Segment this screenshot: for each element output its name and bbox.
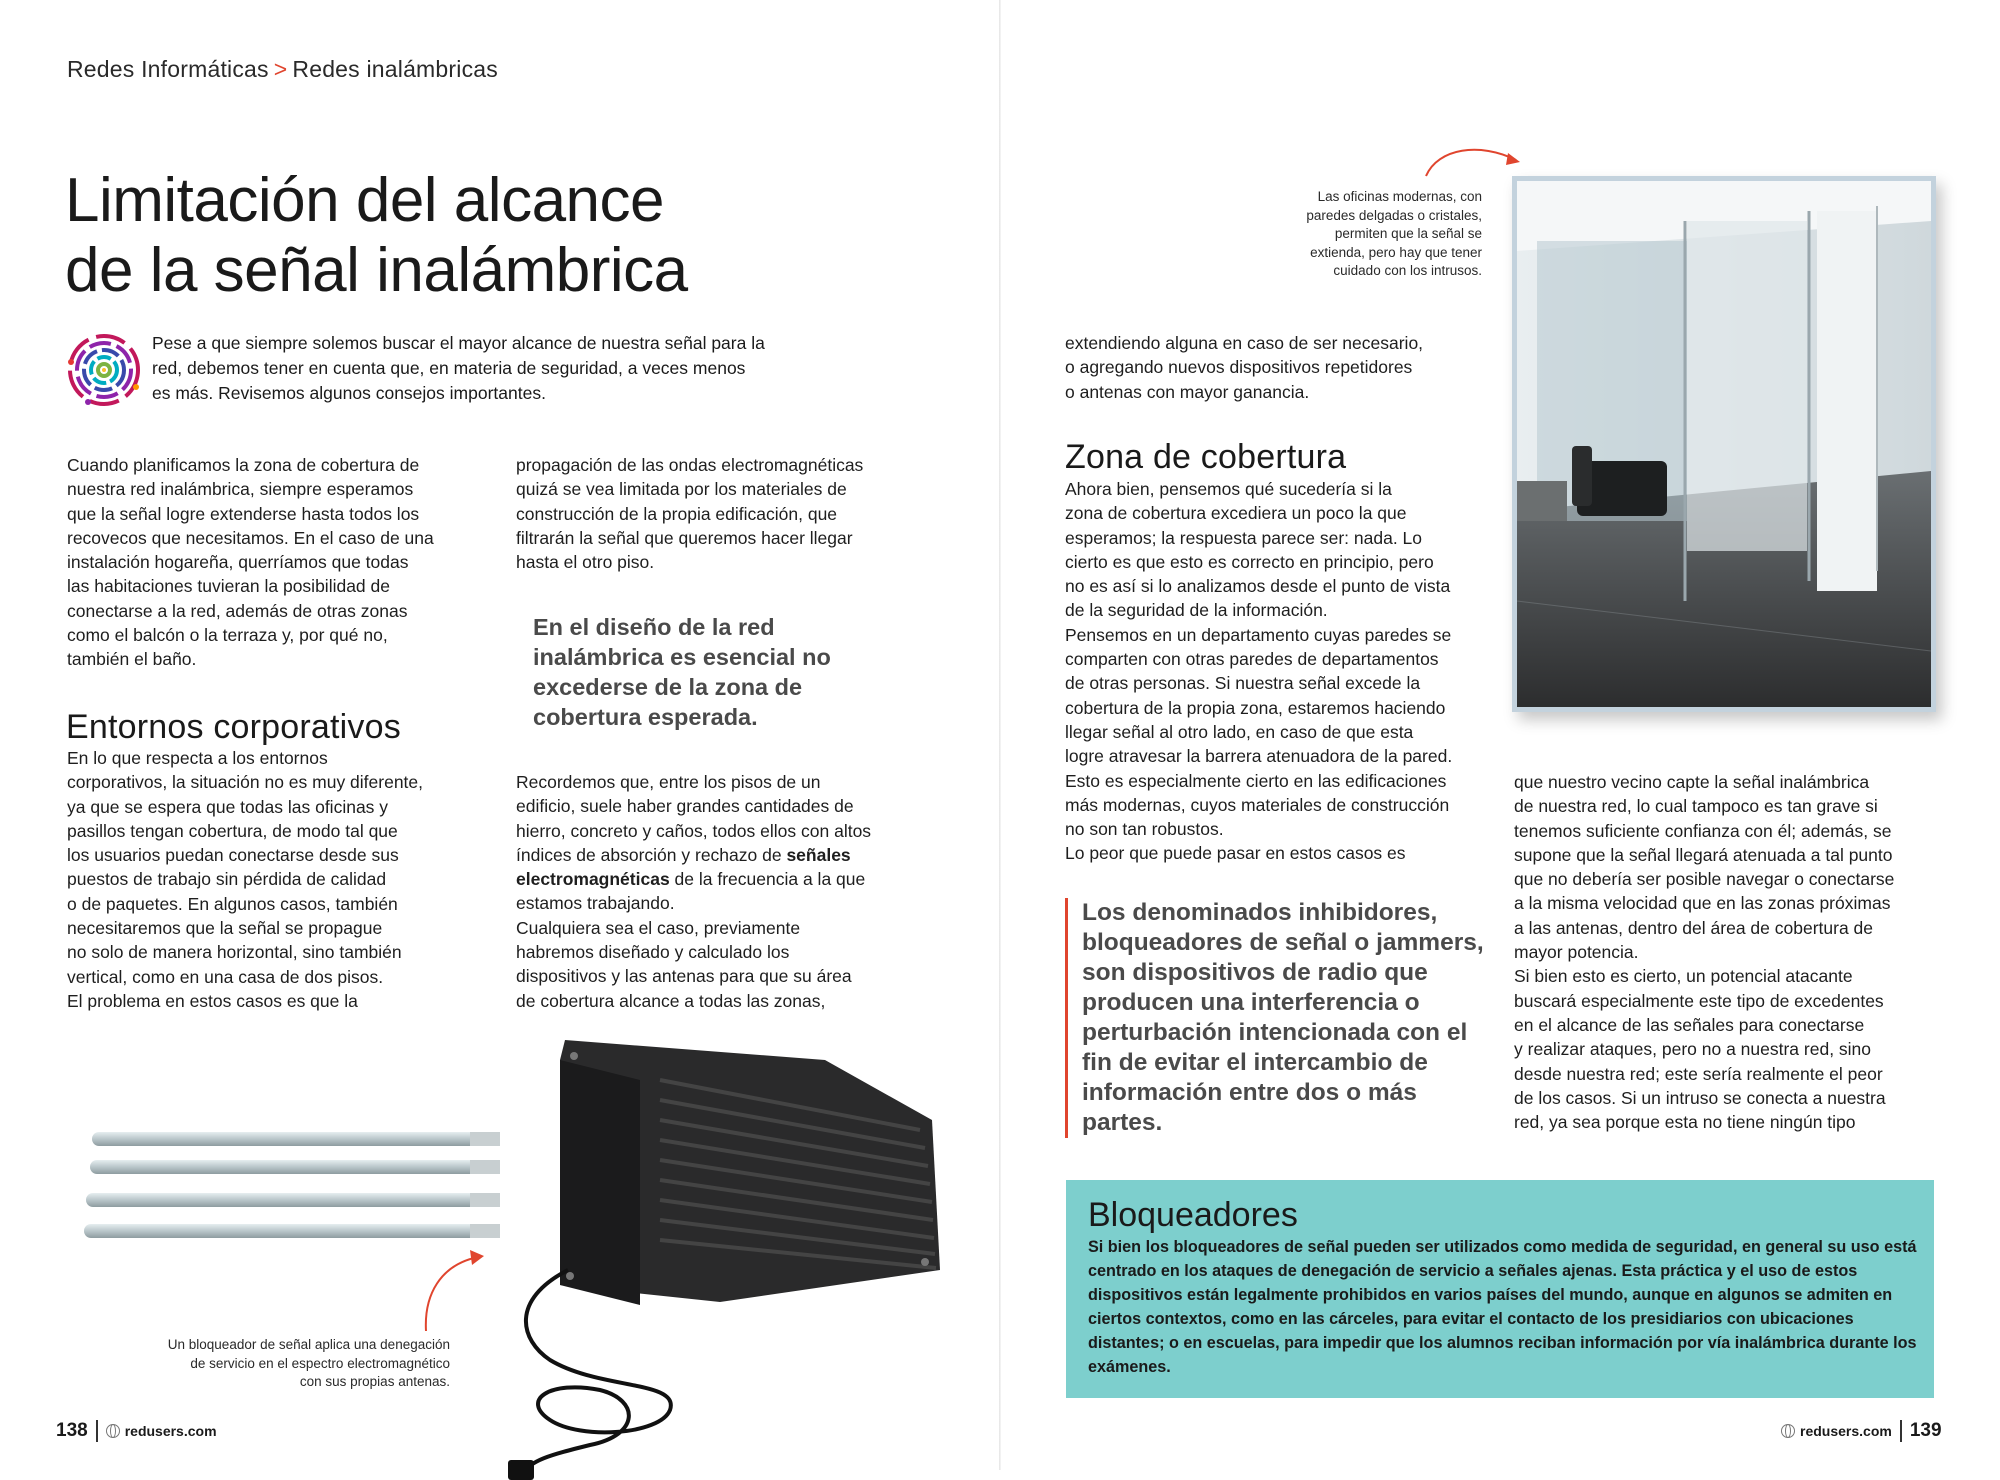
breadcrumb-subsection[interactable]: Redes inalámbricas xyxy=(292,56,498,82)
breadcrumb xyxy=(67,56,498,83)
bloqueadores-title: Bloqueadores xyxy=(1088,1196,1298,1234)
jammer-body xyxy=(560,1040,940,1305)
footer-divider xyxy=(96,1420,98,1442)
breadcrumb-separator: > xyxy=(273,56,288,82)
page-title xyxy=(65,166,865,305)
signal-jammer-image xyxy=(80,1040,960,1480)
globe-icon xyxy=(106,1424,120,1438)
arrow-icon xyxy=(1420,140,1530,180)
power-cable xyxy=(520,1270,671,1476)
arrow-icon xyxy=(420,1245,490,1335)
footer-divider xyxy=(1900,1420,1902,1442)
heading-zona-de-cobertura: Zona de cobertura xyxy=(1065,438,1347,476)
pullquote-design: En el diseño de la red inalámbrica es esencial no excederse de la zona de cobertura esperada. xyxy=(533,614,831,730)
bloqueadores-text: Si bien los bloqueadores de señal pueden ser utilizados como medida de seguridad, en general su uso está centrado en los ataques de denegación de servicio a señales ajenas. Esta práctica y el uso de estos dispositivos están legalmente prohibidos en varios países del mundo, aunque en algunos se admiten en ciertos contextos, como en las cárceles, para evitar el contacto de los presidiarios con ubicaciones distantes; o en escuelas, para impedir que los alumnos reciban información por vía inalámbrica durante los exámenes. xyxy=(1088,1238,1917,1376)
col3-paragraph-2: Ahora bien, pensemos qué sucedería si la zona de cobertura excediera un poco la que esperamos; la respuesta parece ser: nada. Lo cierto es que esto es correcto en principio, pero no es así si lo analizamos desde el punto de vista de la seguridad de la información. Pensemos en un departamento cuyas paredes se comparten con otras paredes de departamentos de otras personas. Si nuestra señal excede la cobertura de la propia zona, estaremos haciendo llegar señal al otro lado, en caso de que esta logre atravesar la barrera atenuadora de la pared. Esto es especialmente cierto en las edificaciones más modernas, cuyos materiales de construcción no son tan robustos. Lo peor que puede pasar en estos casos es xyxy=(1065,479,1453,864)
footer-right xyxy=(1781,1420,1942,1442)
caption-office: Las oficinas modernas, con paredes delgadas o cristales, permiten que la señal se extienda, pero hay que tener cuidado con los intrusos. xyxy=(1306,189,1482,278)
page-title-line-1: Limitación del alcance xyxy=(65,166,665,235)
pullquote-jammers: Los denominados inhibidores, bloqueadores de señal o jammers, son dispositivos de radio que producen una interferencia o perturbación intencionada con el fin de evitar el intercambio de información entre dos o más partes. xyxy=(1065,898,1502,1138)
intro-paragraph: Pese a que siempre solemos buscar el mayor alcance de nuestra señal para la red, debemos tener en cuenta que, en materia de seguridad, a veces menos es más. Revisemos algunos consejos importantes. xyxy=(152,333,765,403)
page-number-right: 139 xyxy=(1909,1420,1942,1441)
office-photo-illustration xyxy=(1517,181,1931,707)
col2-paragraph-2-start: Recordemos que, entre los pisos de un edificio, suele haber grandes cantidades de hierro, concreto y caños, todos ellos con altos índices de absorción y rechazo de xyxy=(516,772,872,865)
heading-entornos-corporativos: Entornos corporativos xyxy=(66,708,401,746)
caption-jammer: Un bloqueador de señal aplica una denegación de servicio en el espectro electromagnético con sus propias antenas. xyxy=(167,1337,450,1389)
col2-paragraph-2 xyxy=(516,770,956,1013)
page-title-line-2: de la señal inalámbrica xyxy=(65,236,688,305)
antennas xyxy=(84,1132,500,1238)
col4-paragraph-1: que nuestro vecino capte la señal inalámbrica de nuestra red, lo cual tampoco es tan grave si tenemos suficiente confianza con él; además, se supone que la señal llegará atenuada a tal punto que no debería ser posible navegar o conectarse a la misma velocidad que en las zonas próximas a las antenas, dentro del área de cobertura de mayor potencia. Si bien esto es cierto, un potencial atacante buscará especialmente este tipo de excedentes en el alcance de las señales para conectarse y realizar ataques, pero no a nuestra red, sino desde nuestra red; este sería realmente el peor de los casos. Si un intruso se conecta a nuestra red, ya sea porque esta no tiene ningún tipo xyxy=(1514,772,1895,1133)
page-number-left: 138 xyxy=(56,1420,88,1441)
office-photo xyxy=(1512,176,1936,712)
col3-paragraph-1: extendiendo alguna en caso de ser necesario, o agregando nuevos dispositivos repetidores o antenas con mayor ganancia. xyxy=(1065,333,1424,402)
term-senales-electromagneticas: señales electromagnéticas xyxy=(516,844,851,890)
page-fold xyxy=(999,0,1001,1470)
col2-paragraph-1: propagación de las ondas electromagnéticas quizá se vea limitada por los materiales de construcción de la propia edificación, que filtrarán la señal que queremos hacer llegar hasta el otro piso. xyxy=(516,455,864,573)
breadcrumb-section[interactable]: Redes Informáticas xyxy=(67,56,269,82)
col1-paragraph-1: Cuando planificamos la zona de cobertura de nuestra red inalámbrica, siempre esperamos que la señal logre extenderse hasta todos los recovecos que necesitamos. En el caso de una instalación hogareña, querríamos que todas las habitaciones tuvieran la posibilidad de conectarse a la red, además de otras zonas como el balcón o la terraza y, por qué no, también el baño. xyxy=(67,455,434,670)
col1-paragraph-2: En lo que respecta a los entornos corporativos, la situación no es muy diferente, ya que se espera que todas las oficinas y pasillos tengan cobertura, de modo tal que los usuarios puedan conectarse desde sus puestos de trabajo sin pérdida de calidad o de paquetes. En algunos casos, también necesitaremos que la señal se propague no solo de manera horizontal, sino también vertical, como en una casa de dos pisos. El problema en estos casos es que la xyxy=(67,748,424,1011)
footer-site-link[interactable]: redusers.com xyxy=(124,1423,217,1439)
bloqueadores-box xyxy=(1066,1180,1934,1398)
globe-icon xyxy=(1781,1424,1795,1438)
footer-site-link[interactable]: redusers.com xyxy=(1800,1423,1892,1439)
circuit-fingerprint-icon xyxy=(66,332,142,408)
footer-left xyxy=(56,1420,217,1442)
col2-paragraph-2-end: de la frecuencia a la que estamos trabajando. Cualquiera sea el caso, previamente habremos diseñado y calculado los dispositivos y las antenas para que su área de cobertura alcance a todas las zonas, xyxy=(516,869,866,1011)
